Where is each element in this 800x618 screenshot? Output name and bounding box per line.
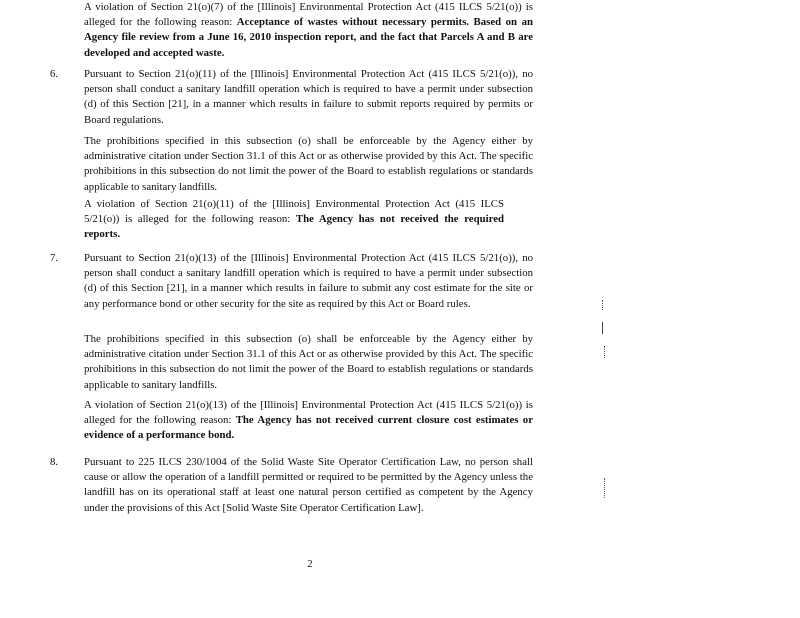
paragraph-item6-body: Pursuant to Section 21(o)(11) of the [Illinois] Environmental Protection Act (415 ILCS 5/21(o)), no person shall conduct a sanitary landfill operation which is required to have a permit under subsection (d) of this Section [21], in a manner which results in failure to submit reports required by permits or Board regulations. — [84, 68, 533, 126]
scan-margin-mark — [602, 300, 603, 310]
item-number-8: 8. — [50, 456, 59, 468]
paragraph-item6-prohibitions: The prohibitions specified in this subsection (o) shall be enforceable by the Agency either by administrative citation under Section 31.1 of this Act or as otherwise provided by this Act. The specific prohibitions in this subsection do not limit the power of the Board to establish regulations or standards applicable to sanitary landfills. — [84, 135, 533, 193]
item-number-7: 7. — [50, 252, 59, 264]
scan-margin-mark — [602, 322, 603, 334]
item-number-6: 6. — [50, 68, 59, 80]
page-number: 2 — [307, 558, 313, 570]
paragraph-item8-body: Pursuant to 225 ILCS 230/1004 of the Solid Waste Site Operator Certification Law, no person shall cause or allow the operation of a landfill permitted or required to be permitted by the Agency unless the landfill has on its operational staff at least one natural person certified as competent by the Agency under the provisions of this Act [Solid Waste Site Operator Certification Law]. — [84, 456, 533, 514]
scan-margin-mark — [604, 478, 605, 498]
paragraph-violation-21o7 — [84, 0, 533, 61]
paragraph-item6-violation — [84, 197, 504, 243]
violation-reason-text: The Agency has not received the required reports. — [84, 213, 504, 241]
scan-margin-mark — [604, 346, 605, 358]
violation-reason-text: The Agency has not received current closure cost estimates or evidence of a performance bond. — [84, 414, 534, 442]
paragraph-item7-prohibitions: The prohibitions specified in this subsection (o) shall be enforceable by the Agency either by administrative citation under Section 31.1 of this Act or as otherwise provided by this Act. The specific prohibitions in this subsection do not limit the power of the Board to establish regulations or standards applicable to sanitary landfills. — [84, 333, 533, 391]
paragraph-item7-body: Pursuant to Section 21(o)(13) of the [Illinois] Environmental Protection Act (415 ILCS 5/21(o)), no person shall conduct a sanitary landfill operation which is required to have a permit under subsection (d) of this Section [21], in a manner which results in failure to submit any cost estimate for the site or any performance bond or other security for the site as required by this Act or Board rules. — [84, 252, 533, 310]
violation-lead-text: A violation of Section 21(o)(13) of the [Illinois] Environmental Protection Act (415 ILCS 5/21(o)) is alleged for the following reason: — [84, 399, 533, 427]
violation-lead-text: A violation of Section 21(o)(7) of the [Illinois] Environmental Protection Act (415 ILCS 5/21(o)) is alleged for the following reason: — [84, 1, 533, 29]
paragraph-item7-violation — [84, 398, 533, 444]
violation-reason-text: Acceptance of wastes without necessary permits. Based on an Agency file review from a June 16, 2010 inspection report, and the fact that Parcels A and B are developed and accepted waste. — [84, 16, 533, 59]
violation-lead-text: A violation of Section 21(o)(11) of the [Illinois] Environmental Protection Act (415 ILCS 5/21(o)) is alleged for the following reason: — [84, 198, 504, 226]
